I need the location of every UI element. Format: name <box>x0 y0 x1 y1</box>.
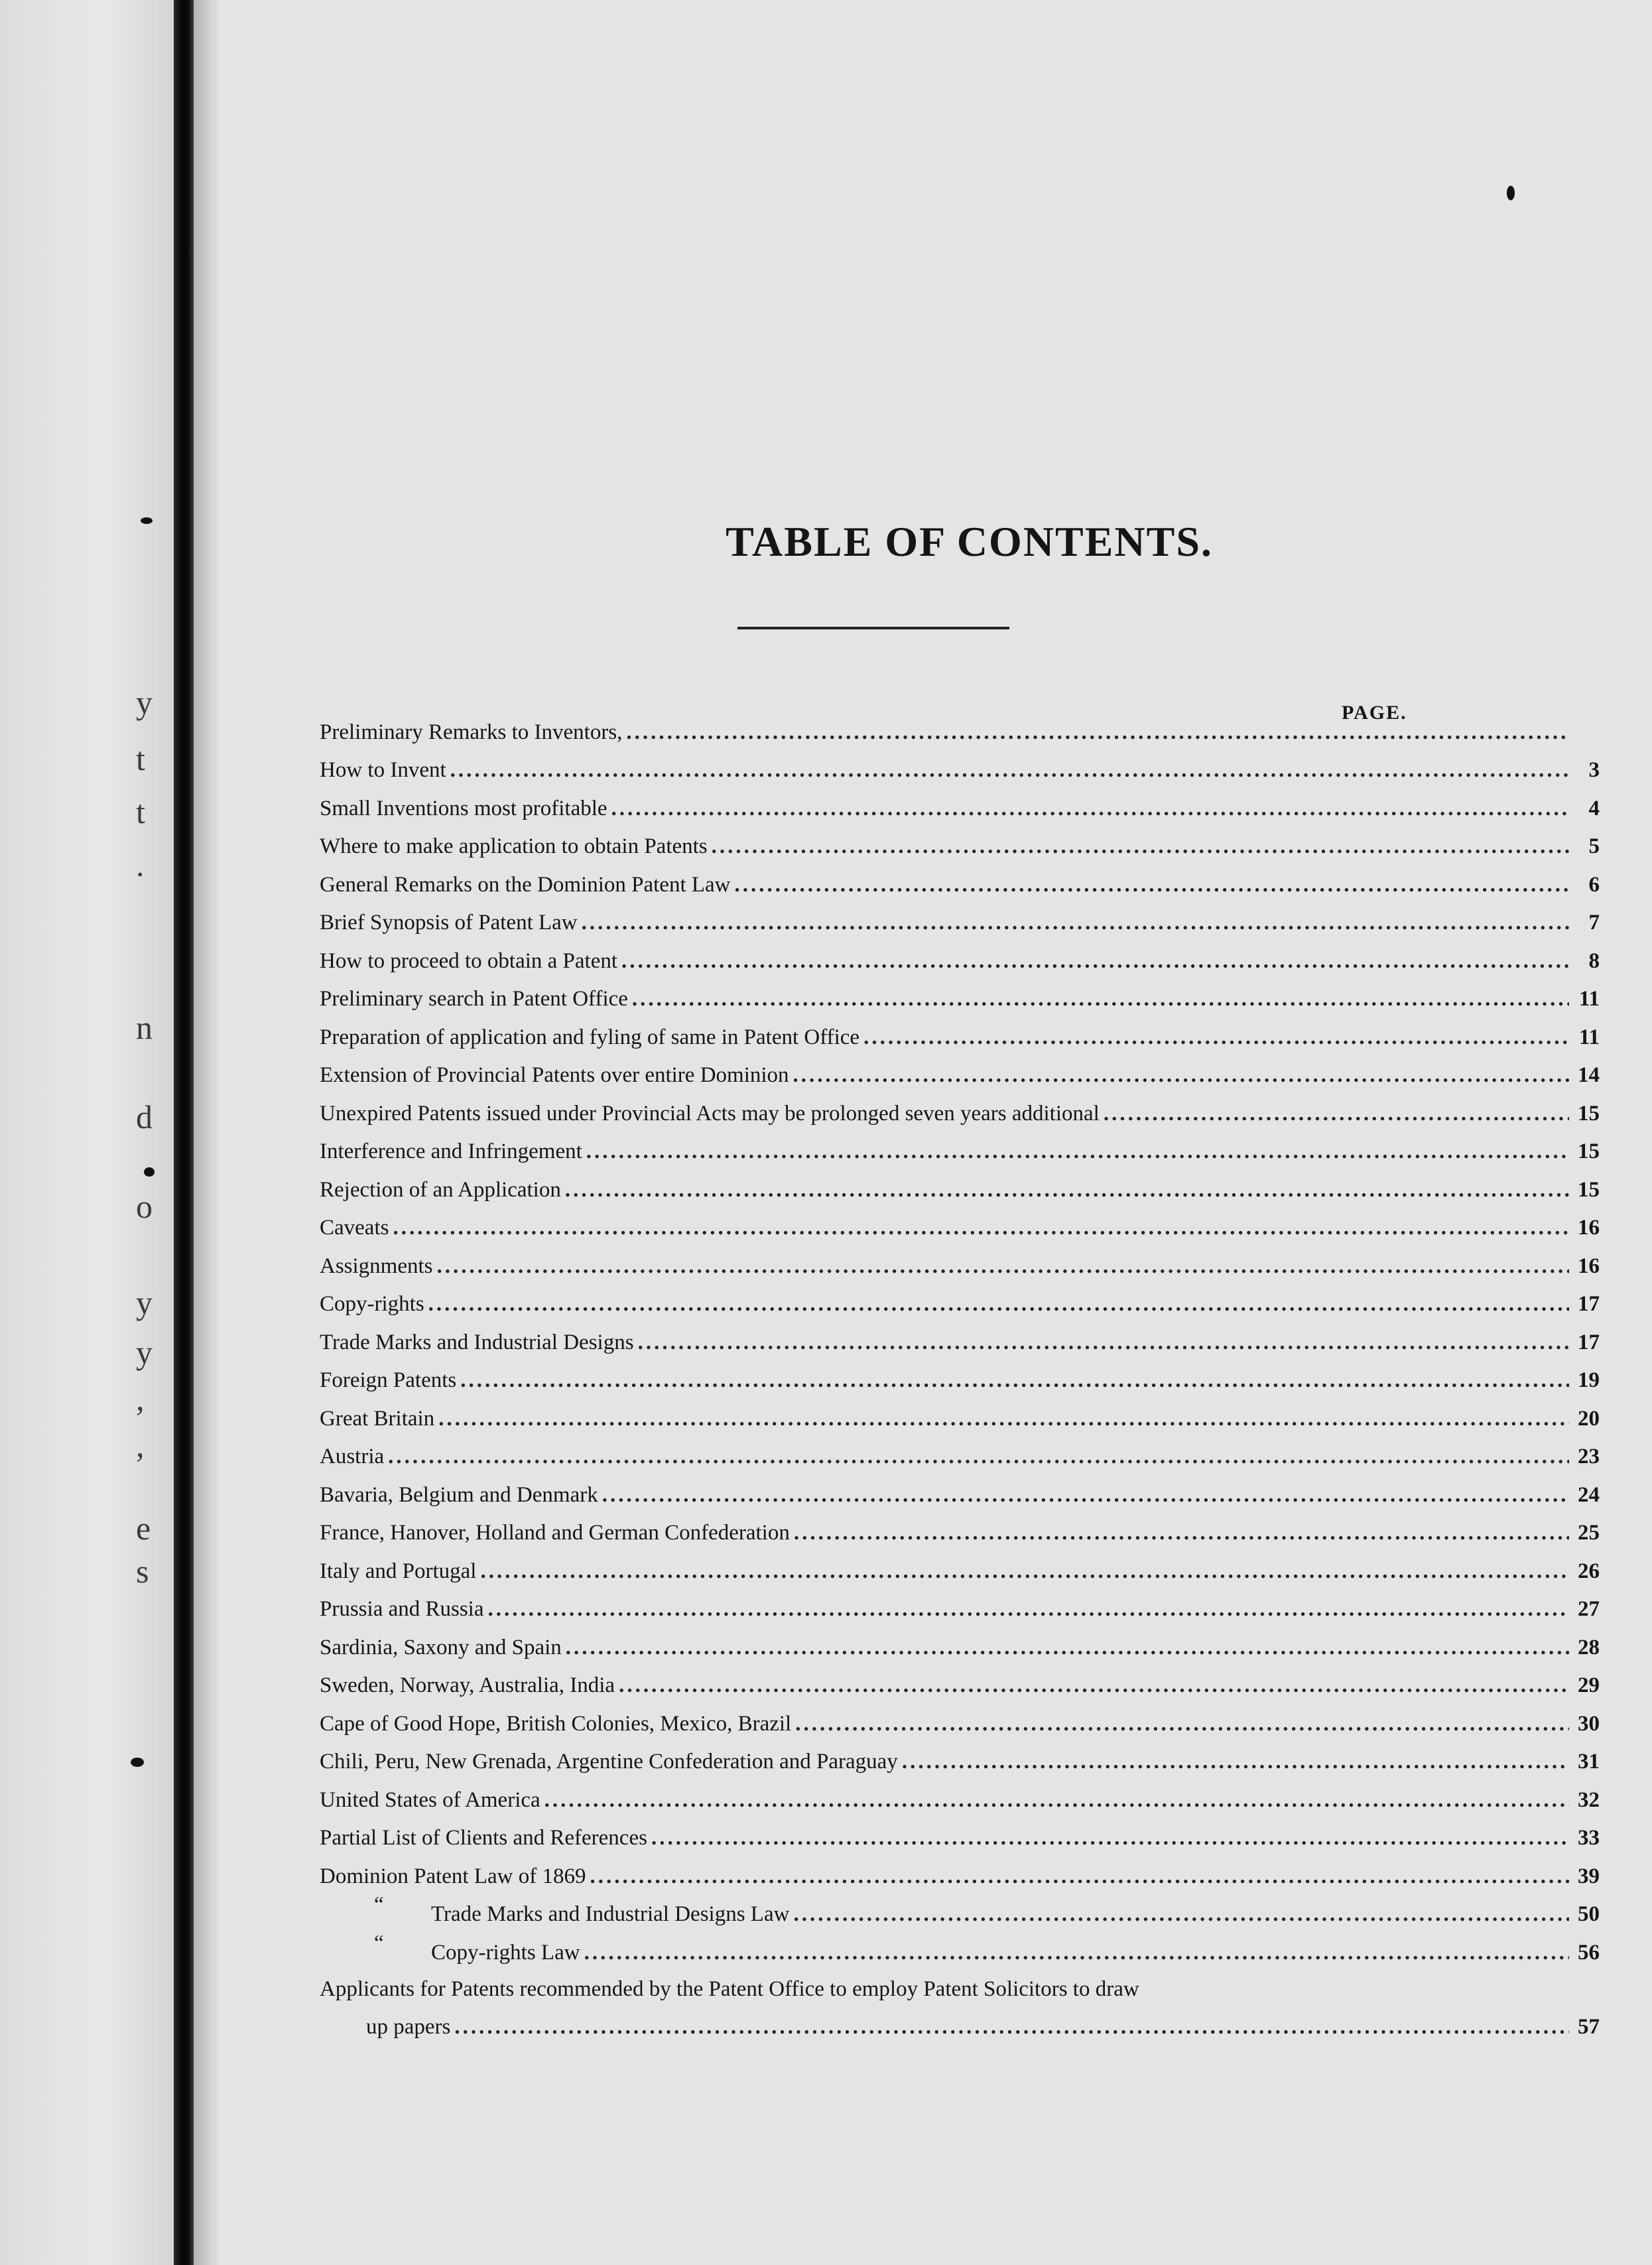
toc-entry <box>320 1508 1600 1546</box>
toc-entry-label: France, Hanover, Holland and German Confederation <box>320 1521 790 1545</box>
leader-dots <box>454 2015 1569 2039</box>
table-of-contents <box>320 706 1600 2039</box>
toc-entry-page: 28 <box>1578 1635 1600 1659</box>
toc-entry-page: 24 <box>1578 1482 1600 1507</box>
bleed-char: n <box>136 1009 153 1046</box>
toc-entry <box>320 1622 1600 1660</box>
toc-entry <box>320 1164 1600 1202</box>
toc-entry <box>320 1088 1600 1126</box>
leader-dots <box>450 758 1569 783</box>
toc-entry-page: 27 <box>1578 1597 1600 1621</box>
contents-page <box>194 0 1652 2265</box>
toc-entry <box>320 1240 1600 1279</box>
toc-entry <box>320 1660 1600 1699</box>
leader-dots <box>793 1902 1569 1927</box>
toc-entry-label: Rejection of an Application <box>320 1177 561 1202</box>
toc-entry-page: 14 <box>1578 1063 1600 1087</box>
toc-entry-label: Where to make application to obtain Patents <box>320 834 708 858</box>
toc-entry <box>320 1126 1600 1165</box>
leader-dots <box>621 949 1569 974</box>
toc-entry <box>320 745 1600 783</box>
toc-entry-label: up papers <box>366 2015 451 2039</box>
toc-entry-page: 15 <box>1578 1101 1600 1126</box>
leader-dots <box>437 1254 1569 1279</box>
toc-entry-page: 29 <box>1578 1673 1600 1697</box>
toc-entry <box>320 1736 1600 1775</box>
leader-dots <box>793 1063 1569 1088</box>
toc-entry-label: Partial List of Clients and References <box>320 1826 647 1850</box>
toc-entry-label: Small Inventions most profitable <box>320 796 607 820</box>
toc-entry <box>320 1393 1600 1431</box>
bleed-char: o <box>136 1188 153 1225</box>
left-page-edge <box>0 0 174 2265</box>
bleed-char: y <box>136 1334 153 1371</box>
leader-dots <box>565 1178 1569 1202</box>
toc-entry <box>320 1698 1600 1736</box>
leader-dots <box>388 1445 1569 1469</box>
bleed-char: y <box>136 1284 153 1321</box>
toc-entry-page: 8 <box>1588 948 1600 973</box>
toc-entry <box>320 1469 1600 1508</box>
toc-entry <box>320 1850 1600 1889</box>
leader-dots <box>488 1597 1570 1622</box>
leader-dots <box>632 987 1569 1011</box>
toc-entry-label: How to proceed to obtain a Patent <box>320 948 618 973</box>
bleed-char: , <box>136 1427 145 1464</box>
toc-entry-page: 15 <box>1578 1139 1600 1163</box>
toc-final-entry-line2 <box>320 2002 1600 2040</box>
leader-dots <box>1104 1102 1569 1126</box>
toc-entry <box>320 1774 1600 1813</box>
toc-entry-page: 19 <box>1578 1368 1600 1392</box>
toc-entry <box>320 783 1600 821</box>
toc-entry-page: 3 <box>1588 758 1600 782</box>
leader-dots <box>582 911 1569 935</box>
toc-entry-label: Sardinia, Saxony and Spain <box>320 1635 562 1659</box>
leader-dots <box>863 1025 1569 1050</box>
toc-entry-label: General Remarks on the Dominion Patent Law <box>320 872 731 897</box>
toc-entry-label: Brief Synopsis of Patent Law <box>320 911 578 935</box>
page-title: TABLE OF CONTENTS. <box>726 518 1213 565</box>
leader-dots <box>626 720 1569 745</box>
bleed-char: d <box>136 1098 153 1135</box>
toc-entry-label: Assignments <box>320 1254 433 1278</box>
toc-entry-label: Applicants for Patents recommended by the Patent Office to employ Patent Solicitors to draw <box>320 1976 1139 2001</box>
leader-dots <box>584 1941 1569 1965</box>
toc-entry <box>320 897 1600 936</box>
leader-dots <box>428 1292 1569 1317</box>
book-gutter <box>174 0 194 2265</box>
page-column-header: PAGE. <box>1342 702 1407 724</box>
ink-speck <box>141 517 153 524</box>
toc-entry <box>320 821 1600 860</box>
toc-entry <box>320 935 1600 974</box>
leader-dots <box>611 797 1569 821</box>
leader-dots <box>460 1368 1569 1393</box>
toc-entry <box>320 1317 1600 1355</box>
toc-entry <box>320 1011 1600 1050</box>
toc-entry-page: 33 <box>1578 1826 1600 1850</box>
bleed-char: y <box>136 684 153 721</box>
toc-entry-page: 32 <box>1578 1787 1600 1812</box>
toc-entry-label: Preliminary Remarks to Inventors, <box>320 720 623 744</box>
toc-entry-label: Chili, Peru, New Grenada, Argentine Confederation and Paraguay <box>320 1750 898 1774</box>
leader-dots <box>566 1636 1569 1660</box>
leader-dots <box>638 1330 1569 1355</box>
toc-entry-label: Preparation of application and fyling of same in Patent Office <box>320 1025 860 1049</box>
toc-entry-page: 23 <box>1578 1445 1600 1468</box>
toc-entry-page: 56 <box>1578 1940 1600 1965</box>
toc-entry-label: Trade Marks and Industrial Designs <box>320 1330 634 1354</box>
leader-dots <box>795 1712 1569 1736</box>
toc-entry <box>320 859 1600 897</box>
toc-entry-page: 25 <box>1578 1521 1600 1545</box>
toc-entry <box>320 974 1600 1012</box>
toc-entry-page: 11 <box>1578 1025 1600 1049</box>
toc-sub-entry <box>320 1889 1600 1927</box>
toc-entry <box>320 1431 1600 1470</box>
toc-entry-label: Dominion Patent Law of 1869 <box>320 1864 586 1888</box>
toc-entry-label: Great Britain <box>320 1406 435 1431</box>
toc-entry-label: Unexpired Patents issued under Provincial Acts may be prolonged seven years additional <box>320 1101 1100 1126</box>
toc-entry-label: Copy-rights <box>320 1292 424 1316</box>
toc-entry-page: 4 <box>1588 796 1600 820</box>
toc-entry-label: Extension of Provincial Patents over entire Dominion <box>320 1063 789 1087</box>
toc-entry-page: 57 <box>1578 2015 1600 2039</box>
toc-entry-page: 39 <box>1578 1864 1600 1888</box>
leader-dots <box>602 1483 1569 1508</box>
toc-entry-label: Trade Marks and Industrial Designs Law <box>431 1902 790 1926</box>
leader-dots <box>902 1750 1569 1774</box>
toc-entry-page: 16 <box>1578 1216 1600 1240</box>
leader-dots <box>735 873 1569 897</box>
toc-entry-page: 6 <box>1588 872 1600 897</box>
toc-entry-label: Foreign Patents <box>320 1368 457 1392</box>
leader-dots <box>651 1826 1569 1850</box>
bleed-char: t <box>136 740 145 777</box>
toc-entry-label: Italy and Portugal <box>320 1559 477 1583</box>
toc-entry <box>320 1279 1600 1317</box>
toc-entry-label: Bavaria, Belgium and Denmark <box>320 1482 598 1507</box>
bleed-char: , <box>136 1380 145 1417</box>
toc-entry <box>320 706 1600 745</box>
toc-entry-page: 31 <box>1578 1750 1600 1774</box>
toc-entry-page: 7 <box>1588 911 1600 935</box>
toc-final-entry-line1 <box>320 1965 1600 2002</box>
leader-dots <box>480 1559 1569 1584</box>
leader-dots <box>544 1788 1569 1813</box>
ink-speck <box>1507 186 1515 200</box>
bleed-char: s <box>136 1553 149 1590</box>
toc-entry-page: 17 <box>1578 1330 1600 1354</box>
toc-entry-page: 30 <box>1578 1711 1600 1736</box>
toc-entry-label: Interference and Infringement <box>320 1139 582 1163</box>
ink-speck <box>131 1758 144 1767</box>
toc-entry-page: 16 <box>1578 1254 1600 1278</box>
toc-entry-page: 50 <box>1578 1902 1600 1926</box>
leader-dots <box>619 1673 1569 1698</box>
toc-entry-label: Austria <box>320 1445 385 1468</box>
toc-entry-label: Cape of Good Hope, British Colonies, Mexico, Brazil <box>320 1711 792 1736</box>
leader-dots <box>590 1864 1569 1889</box>
toc-entry <box>320 1355 1600 1393</box>
toc-entry-page: 5 <box>1588 834 1600 858</box>
toc-entry-page: 26 <box>1578 1559 1600 1583</box>
toc-entry <box>320 1813 1600 1851</box>
leader-dots <box>586 1139 1569 1164</box>
toc-entry-label: Preliminary search in Patent Office <box>320 987 628 1011</box>
title-rule <box>737 627 1009 629</box>
toc-entry-page: 15 <box>1578 1177 1600 1202</box>
toc-entry-label: Sweden, Norway, Australia, India <box>320 1673 615 1697</box>
toc-entry <box>320 1050 1600 1088</box>
bleed-char: e <box>136 1510 151 1547</box>
ditto-mark: “ <box>374 1893 384 1917</box>
toc-entry-label: Prussia and Russia <box>320 1597 484 1621</box>
toc-entry-label: How to Invent <box>320 758 446 782</box>
toc-entry <box>320 1202 1600 1241</box>
leader-dots <box>438 1407 1569 1431</box>
toc-entry <box>320 1545 1600 1584</box>
leader-dots <box>794 1521 1569 1545</box>
leader-dots <box>393 1216 1569 1240</box>
toc-entry <box>320 1584 1600 1622</box>
toc-entry-page: 20 <box>1578 1406 1600 1431</box>
toc-entry-label: United States of America <box>320 1787 540 1812</box>
ink-speck <box>144 1167 155 1177</box>
toc-entry-label: Copy-rights Law <box>431 1940 580 1965</box>
bleed-char: . <box>136 846 145 883</box>
leader-dots <box>712 834 1569 859</box>
toc-entry-label: Caveats <box>320 1216 389 1240</box>
toc-entry-page: 17 <box>1578 1292 1600 1316</box>
toc-sub-entry <box>320 1927 1600 1965</box>
ditto-mark: “ <box>374 1931 384 1955</box>
bleed-char: t <box>136 793 145 830</box>
toc-entry-page: 11 <box>1578 987 1600 1011</box>
